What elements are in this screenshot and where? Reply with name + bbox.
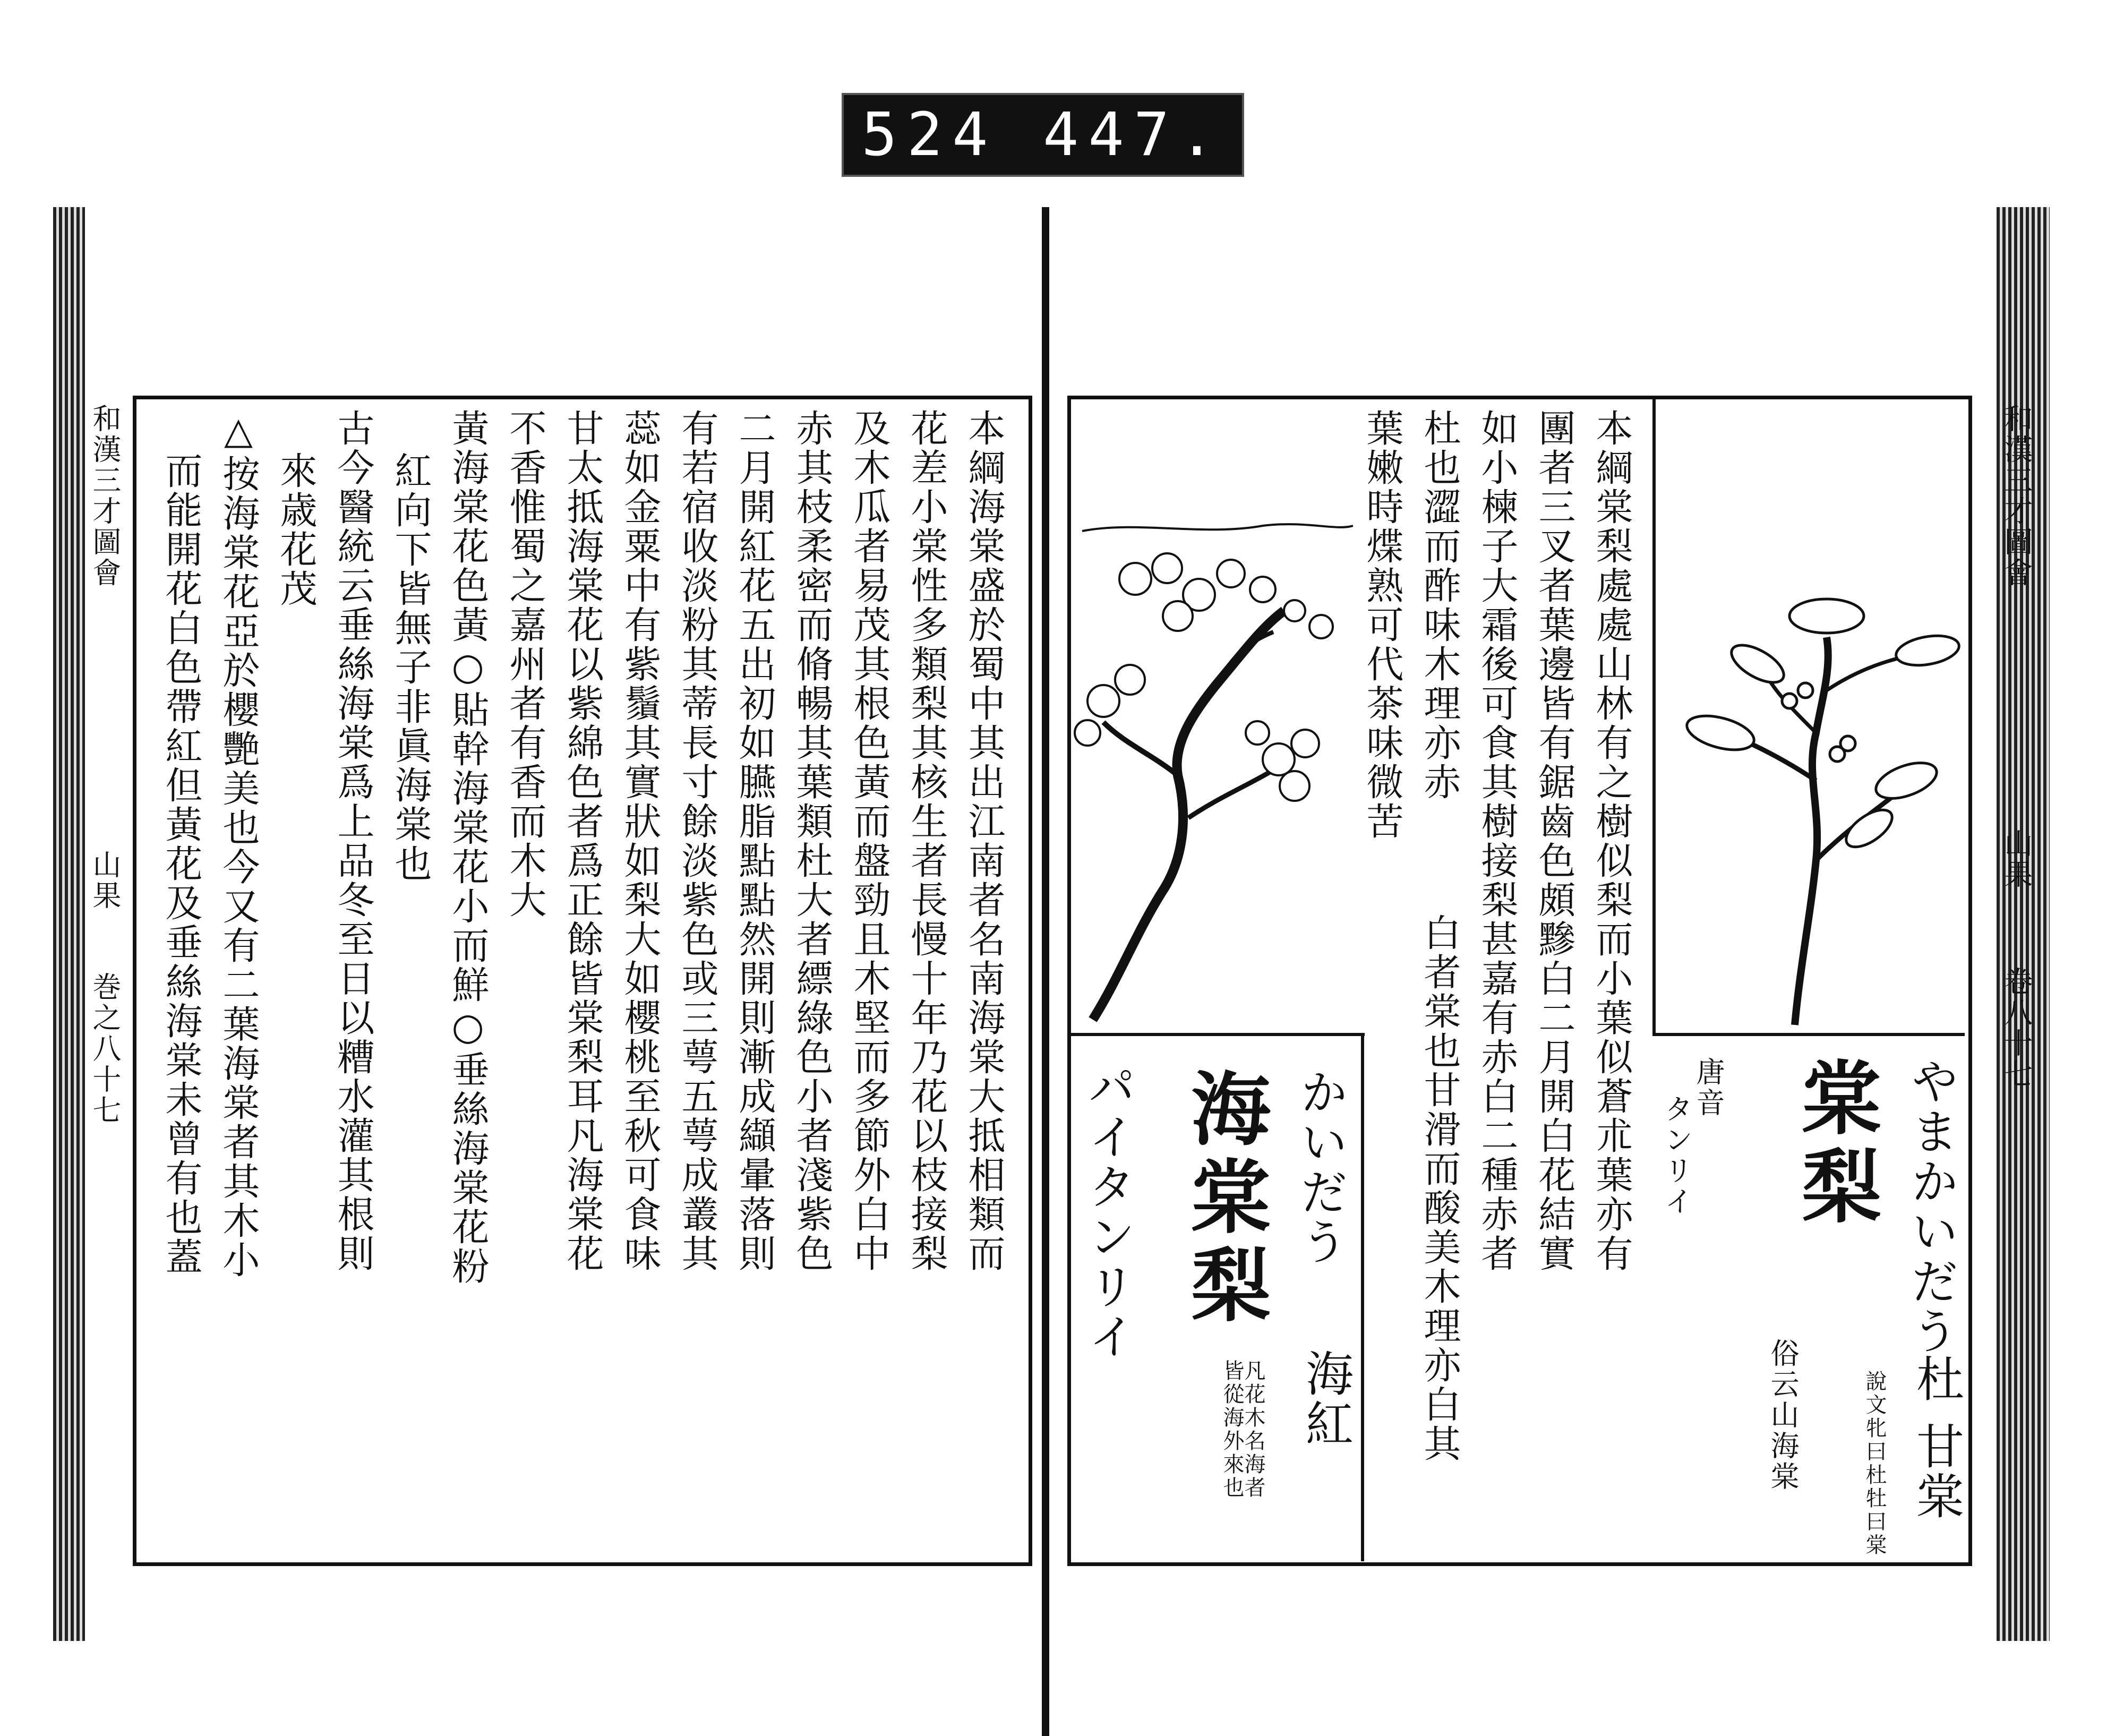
book-spine <box>1042 207 1049 1736</box>
left-text-column: △按海棠花亞於櫻艷美也今又有二葉海棠者其木小 <box>217 409 260 1280</box>
entry-reading-haitangli: かいだう <box>1292 1067 1348 1267</box>
divider-line <box>1067 1033 1365 1036</box>
catalog-number-label: 524 447. <box>842 93 1244 177</box>
left-text-column: 及木瓜者易茂其根色黃而盤勁且木堅而多節外白中 <box>847 409 891 1273</box>
entry-note-haitangli: 凡花木名海者皆從海外來也 <box>1220 1359 1265 1500</box>
left-text-column: 赤其枝柔密而脩暢其葉類杜大者縹綠色小者淺紫色 <box>790 409 834 1273</box>
entry-alias-haitangli: 海紅 <box>1297 1349 1353 1449</box>
left-text-column: 黃海棠花色黃○貼幹海棠花小而鮮○垂絲海棠花粉 <box>446 409 490 1286</box>
left-text-column: 來歳花茂 <box>274 451 318 609</box>
pronunciation-label: 唐音 <box>1692 1057 1725 1118</box>
left-text-column: 蕊如金粟中有紫鬚其實狀如梨大如櫻桃至秋可食味 <box>618 409 662 1273</box>
right-text-column: 杜也澀而酢味木理亦赤 <box>1418 409 1461 802</box>
left-text-column: 不香惟蜀之嘉州者有香而木大 <box>503 409 547 920</box>
left-text-column: 古今醫統云垂絲海棠爲上品冬至日以糟水灌其根則 <box>331 409 375 1273</box>
left-text-column: 本綱海棠盛於蜀中其出江南者名南海棠大抵相類而 <box>962 409 1006 1273</box>
left-text-column: 二月開紅花五出初如臙脂點點然開則漸成纈暈落則 <box>733 409 776 1273</box>
left-text-column: 甘太抵海棠花以紫綿色者爲正餘皆棠梨耳凡海棠花 <box>561 409 604 1273</box>
entry-common-name-tangli: 俗云山海棠 <box>1766 1338 1800 1492</box>
right-margin-title: 和漢三才圖會 <box>2000 404 2033 588</box>
divider-line <box>1652 1033 1965 1036</box>
right-text-column: 本綱棠梨處處山林有之樹似梨而小葉似蒼朮葉亦有 <box>1590 409 1633 1273</box>
left-page-edge <box>53 207 85 1641</box>
entry-pronunciation-haitangli: パイタンリイ <box>1080 1062 1135 1362</box>
right-margin-section: 山果 <box>2000 828 2033 890</box>
right-text-column: 團者三叉者葉邊皆有鋸齒色頗黲白二月開白花結實 <box>1532 409 1576 1273</box>
entry-reading-tangli: やまかいだう <box>1903 1057 1958 1356</box>
left-margin-extra: 巻之八十七 <box>88 972 122 1126</box>
left-text-column: 有若宿收淡粉其蒂長寸餘淡紫色或三萼五萼成叢其 <box>675 409 719 1273</box>
right-text-column: 葉嫩時煠熟可代茶味微苦 <box>1360 409 1404 841</box>
left-margin-title: 和漢三才圖會 <box>88 404 122 588</box>
entry-heading-tangli: 棠梨 <box>1788 1057 1881 1233</box>
left-text-column: 紅向下皆無子非眞海棠也 <box>389 451 432 884</box>
entry-pronunciation-tangli: タンリイ <box>1660 1094 1693 1217</box>
right-text-column: 白者棠也甘滑而酸美木理亦白其 <box>1418 913 1461 1464</box>
left-margin-section: 山果 <box>88 850 122 911</box>
left-text-column: 花差小棠性多類梨其核生者長慢十年乃花以枝接梨 <box>905 409 948 1273</box>
left-text-column: 而能開花白色帶紅但黃花及垂絲海棠未曾有也蓋 <box>159 451 203 1277</box>
entry-alias-note-tangli: 說文牝曰杜牡曰棠 <box>1862 1370 1887 1557</box>
haitangli-tree-illustration <box>1072 520 1358 1030</box>
divider-line <box>1361 1036 1364 1561</box>
right-margin-extra: 卷八十七 <box>2000 967 2033 1090</box>
divider-line <box>1652 396 1656 1033</box>
tangli-plant-illustration <box>1657 531 1965 1030</box>
entry-aliases-tangli: 杜 甘棠 <box>1908 1354 1964 1521</box>
entry-heading-haitangli: 海棠梨 <box>1177 1067 1271 1332</box>
right-text-column: 如小楝子大霜後可食其樹接梨甚嘉有赤白二種赤者 <box>1475 409 1519 1273</box>
